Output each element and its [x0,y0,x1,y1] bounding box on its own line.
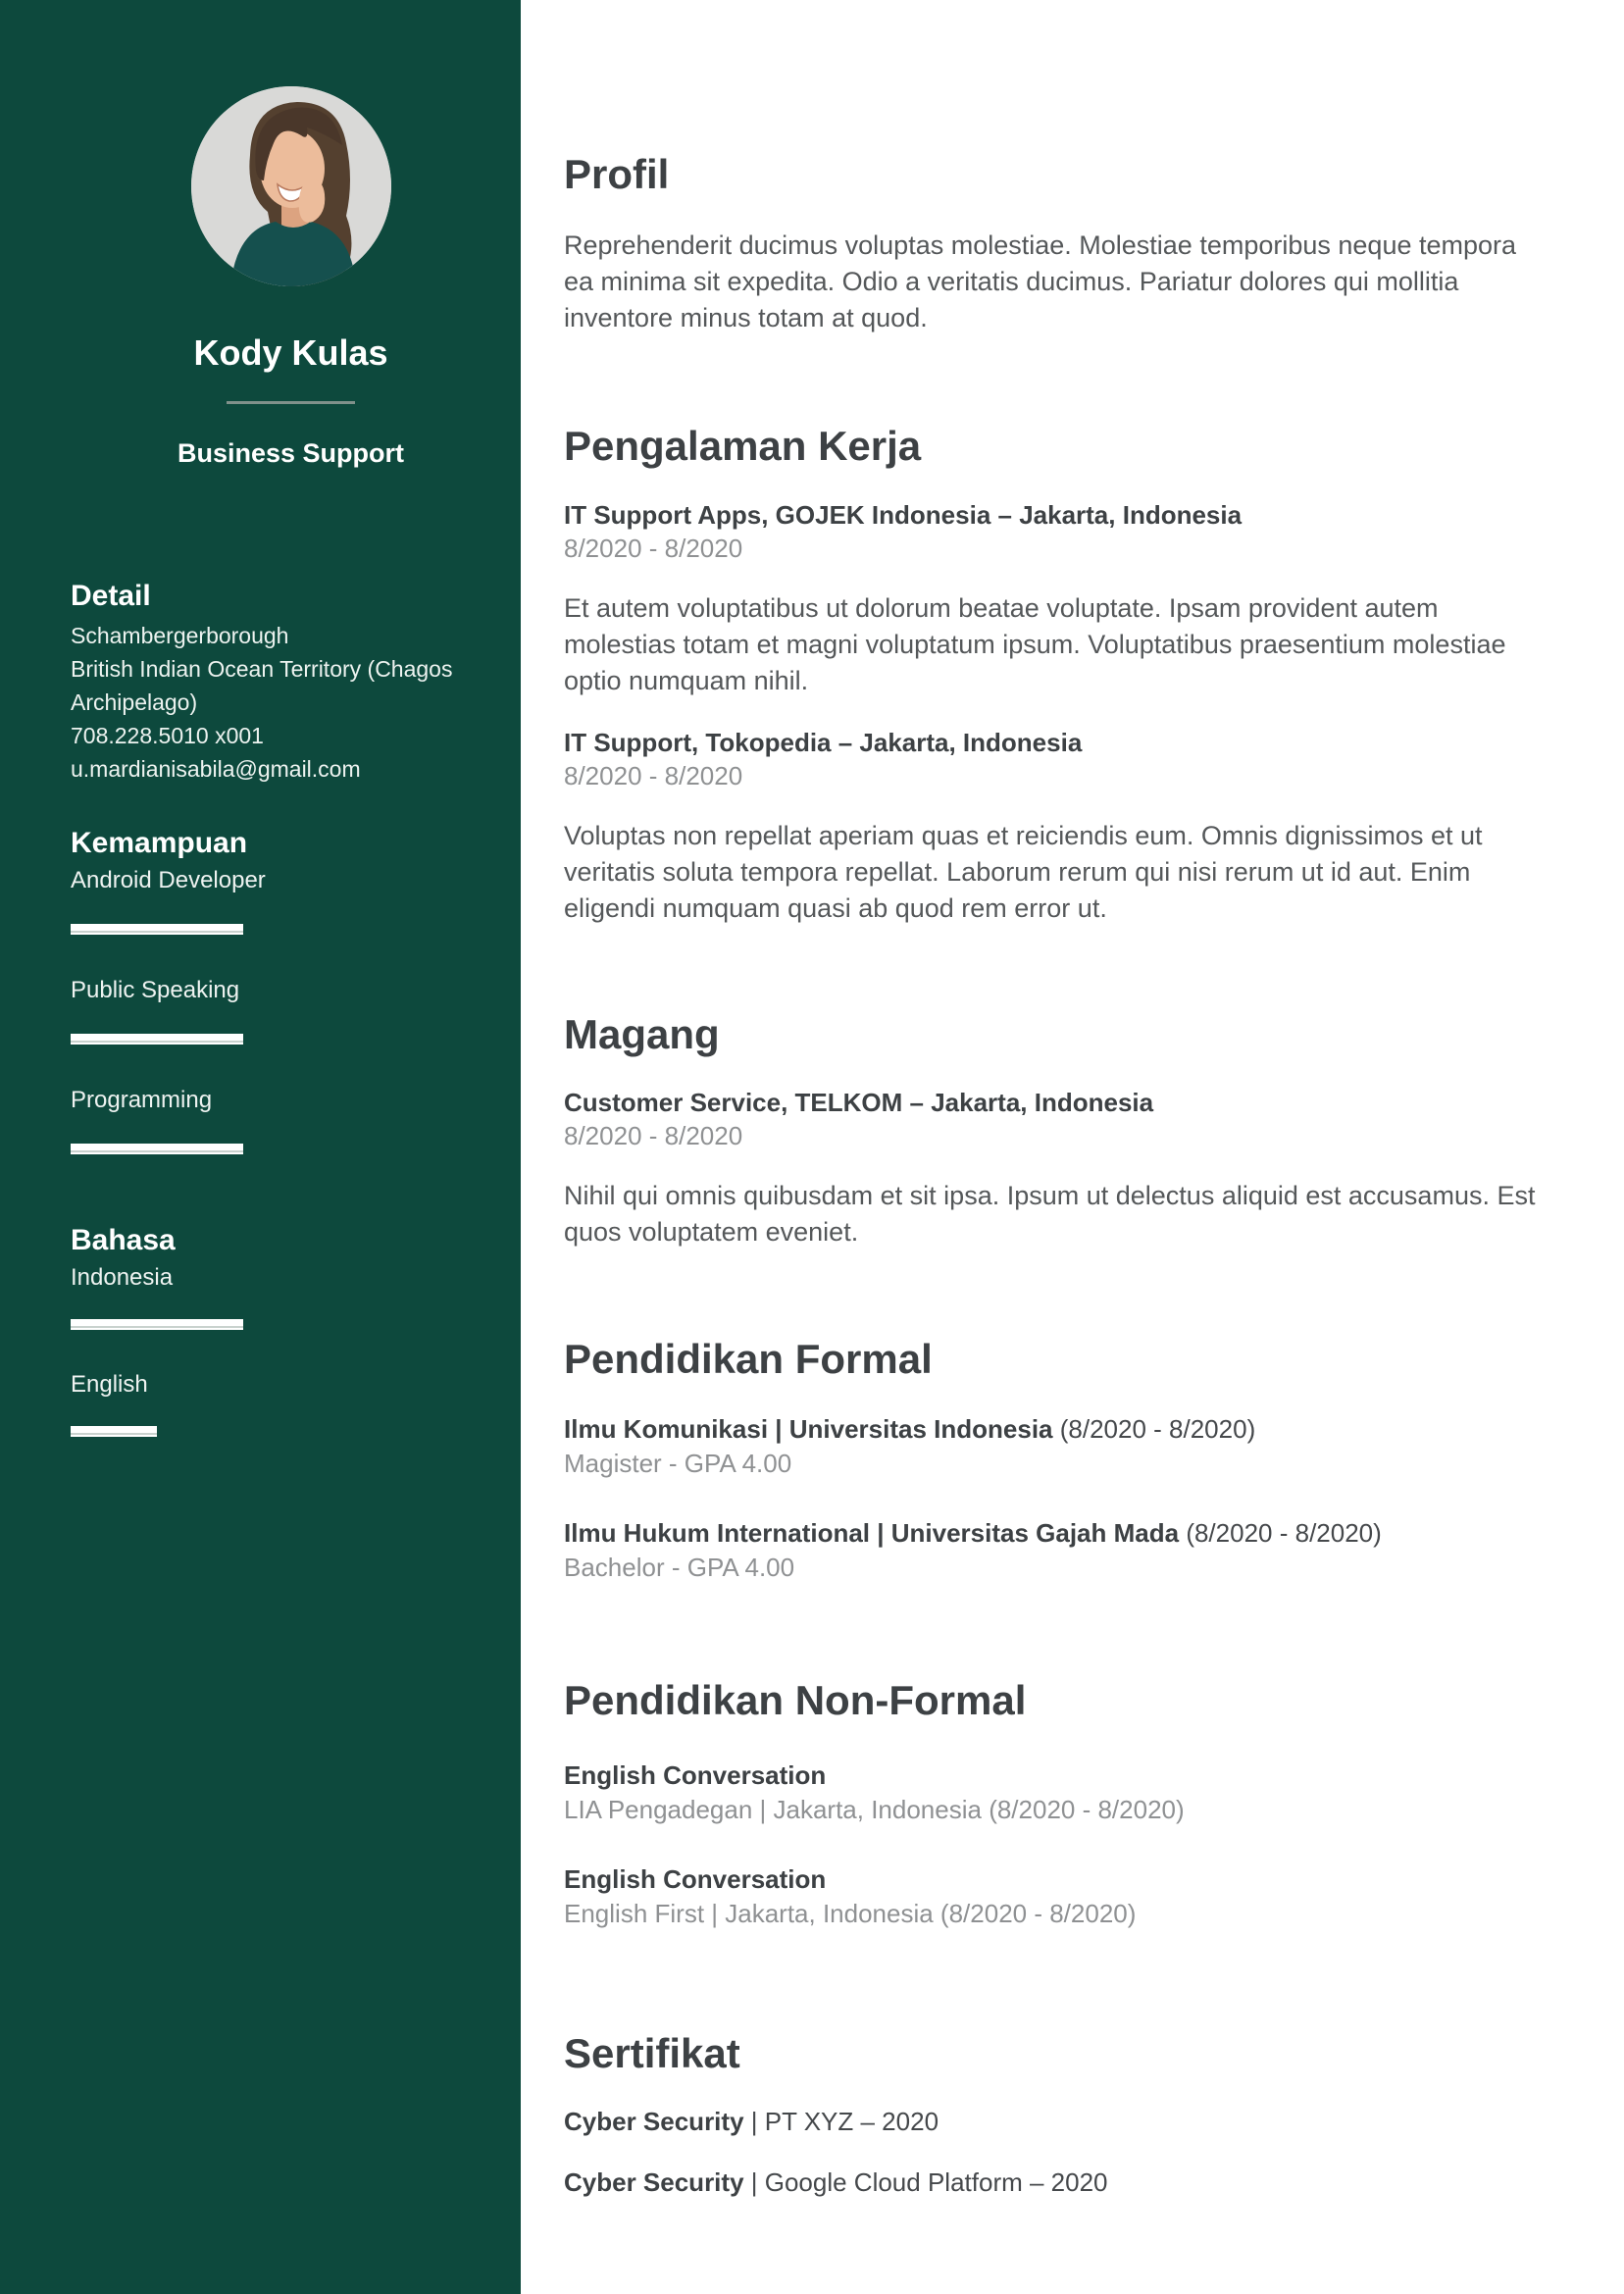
address-line2: British Indian Ocean Territory (Chagos Archipelago) [71,656,453,715]
course-place-date: English First | Jakarta, Indonesia (8/2020 - 8/2020) [564,1899,1137,1929]
course-place-date: LIA Pengadegan | Jakarta, Indonesia (8/2020 - 8/2020) [564,1795,1185,1825]
education-degree: Magister - GPA 4.00 [564,1449,792,1479]
work-entry-title: IT Support Apps, GOJEK Indonesia – Jakarta, Indonesia [564,500,1243,531]
skill-bar-fill [71,924,243,935]
certificate-entry [564,2166,1541,2199]
person-name: Kody Kulas [193,332,388,373]
section-heading-internship: Magang [564,1011,720,1058]
work-entry-body: Voluptas non repellat aperiam quas et reiciendis eum. Omnis dignissimos et ut veritatis soluta tempora repellat. Laborum rerum qui nisi rerum ut id aut. Enim eligendi numquam quasi ab quod rem error ut. [564,821,1483,924]
internship-entry-date: 8/2020 - 8/2020 [564,1121,743,1151]
language-bar-fill [71,1426,157,1437]
section-heading-profil: Profil [564,151,670,198]
section-heading-work: Pengalaman Kerja [564,423,922,470]
profil-paragraph: Reprehenderit ducimus voluptas molestiae. Molestiae temporibus neque tempora ea minima sit expedita. Odio a veritatis ducimus. Pariatur dolores qui mollitia inventore minus totam at quod. [564,230,1517,333]
certificate-issuer: | Google Cloud Platform – 2020 [743,2167,1108,2198]
skill-label: Programming [71,1087,213,1113]
education-program: Ilmu Komunikasi | Universitas Indonesia [564,1414,1053,1445]
sidebar [0,0,521,2294]
certificate-name: Cyber Security [564,2107,744,2137]
language-bar [71,1319,243,1330]
internship-entry-title: Customer Service, TELKOM – Jakarta, Indonesia [564,1088,1154,1118]
profile-photo [191,86,391,286]
education-degree: Bachelor - GPA 4.00 [564,1553,795,1583]
languages-heading: Bahasa [71,1224,176,1256]
skill-label: Android Developer [71,867,266,893]
education-date: (8/2020 - 8/2020) [1052,1414,1256,1445]
skill-bar-fill [71,1144,243,1154]
work-entry-title: IT Support, Tokopedia – Jakarta, Indonesia [564,728,1083,758]
skill-bar [71,1144,243,1154]
person-job-title: Business Support [177,438,405,468]
language-bar-fill [71,1319,243,1330]
course-name: English Conversation [564,1760,827,1791]
education-program: Ilmu Hukum International | Universitas Gajah Mada [564,1518,1180,1549]
email-address: u.mardianisabila@gmail.com [71,756,361,782]
section-heading-nonformal-education: Pendidikan Non-Formal [564,1677,1027,1724]
section-heading-certificates: Sertifikat [564,2030,740,2077]
phone-number: 708.228.5010 x001 [71,723,264,748]
work-entry-date: 8/2020 - 8/2020 [564,761,743,791]
education-date: (8/2020 - 8/2020) [1179,1518,1382,1549]
nonformal-entry-title [564,1758,1541,1793]
work-entry-body: Et autem voluptatibus ut dolorum beatae voluptate. Ipsam provident autem molestias totam et magni voluptatum ipsum. Voluptatibus praesentium molestiae optio numquam nihil. [564,593,1506,696]
course-name: English Conversation [564,1864,827,1895]
language-label: Indonesia [71,1264,174,1291]
skill-bar [71,1034,243,1045]
skill-label: Public Speaking [71,977,240,1003]
skill-bar-fill [71,1034,243,1045]
skill-bar [71,924,243,935]
education-entry-title [564,1515,1541,1551]
address-line1: Schambergerborough [71,623,289,648]
section-heading-formal-education: Pendidikan Formal [564,1336,933,1383]
portrait-illustration [191,86,391,286]
certificate-entry [564,2105,1541,2138]
language-bar [71,1426,243,1437]
nonformal-entry-title [564,1861,1541,1897]
education-entry-title [564,1411,1541,1447]
name-divider [227,401,355,404]
certificate-name: Cyber Security [564,2167,744,2198]
work-entry-date: 8/2020 - 8/2020 [564,534,743,564]
language-label: English [71,1371,148,1398]
certificate-issuer: | PT XYZ – 2020 [743,2107,939,2137]
internship-entry-body: Nihil qui omnis quibusdam et sit ipsa. Ipsum ut delectus aliquid est accusamus. Est quos voluptatem eveniet. [564,1181,1536,1248]
main-content [521,0,1624,2294]
detail-block [71,619,511,786]
detail-heading: Detail [71,580,151,612]
skills-heading: Kemampuan [71,827,248,859]
